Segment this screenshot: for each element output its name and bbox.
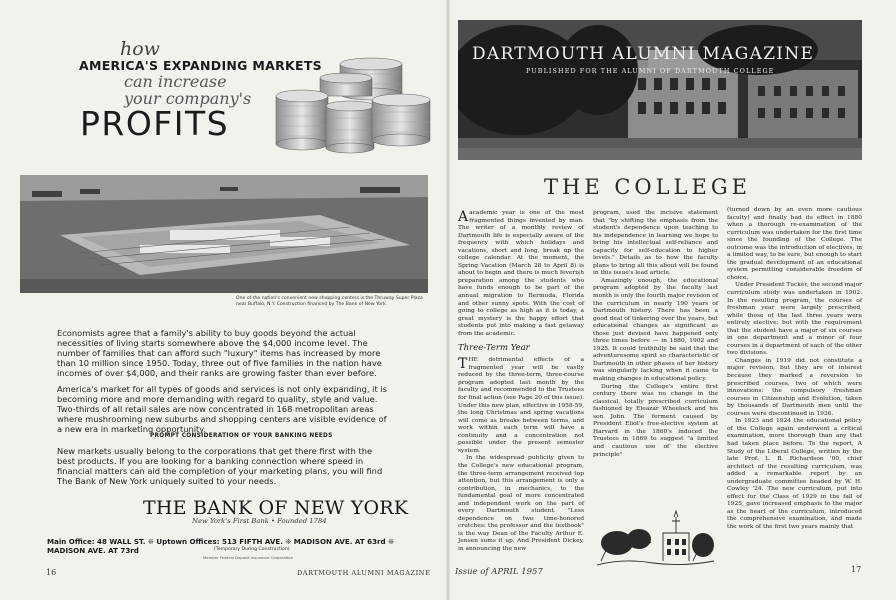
ad-paragraph-3: New markets usually belong to the corporations that get there first with the best products. If you are looking for a banking connection where speed in financial matters can aid the completion of your marketing plans, you will find The Bank of New York uniquely suited to your needs. <box>57 446 383 486</box>
page-gutter <box>446 0 450 600</box>
ad-profits-headline: PROFITS <box>80 104 230 143</box>
photo-caption: One of the nation's convenient new shopping centers is the Thruway Super Plaza near Buffalo, N.Y. Construction financed by The Bank of New York. <box>236 296 423 307</box>
article-paragraph: Changes in 1919 did not constitute a major revision, but they are of interest because they marked a reversion to prescribed courses, two of which were innovations: the compulsory freshman courses in Citizenship and Evolution, taken by thousands of Dartmouth men until the courses were discontinued in 1936. <box>727 357 862 417</box>
right-page-number: 17 <box>851 565 862 574</box>
footer-magazine-name: DARTMOUTH ALUMNI MAGAZINE <box>297 569 431 577</box>
bank-tagline: New York's First Bank • Founded 1784 <box>192 517 327 525</box>
ad-how-text: how <box>120 38 160 60</box>
ad-paragraph-2: America's market for all types of goods and services is not only expanding, it is becoming more and more demanding with regard to quality, style and value. Two-thirds of all retail sales are now concentrated in 168 metropolitan areas where mushrooming new suburbs and shopping centers are visible evidence of a new era in marketing opportunity. <box>57 384 387 434</box>
article-column-1 <box>458 210 584 554</box>
article-column-2 <box>593 210 718 459</box>
article-column-3 <box>727 207 862 532</box>
masthead-title: DARTMOUTH ALUMNI MAGAZINE <box>472 44 815 64</box>
drop-cap: A <box>458 209 469 225</box>
article-paragraph: (turned down by an even more cautious faculty) and finally had its effect in 1880 when a thorough re-examination of the curriculum was undertaken for the first time since the founding of the College. The outcome was the introduction of electives, in a limited way, to be sure, but enough to start the gradual development of an educational system permitting considerable freedom of choice. <box>727 207 862 281</box>
masthead-campus-photo <box>458 20 862 160</box>
article-paragraph: In 1923 and 1924 the educational policy of the College again underwent a critical examination, more thorough than any that had taken place before. To the report, A Study of the Liberal College, written by the late Prof. L. B. Richardson '00, chief architect of the resulting curriculum, was added a remarkable report by an undergraduate committee headed by W. H. Cowley '24. The new curriculum, put into effect for the Class of 1929 in the fall of 1925, gave increased emphasis to the major as the heart of the curriculum, introduced the comprehensive examination, and made the work of the first two years mainly that <box>727 418 862 530</box>
article-paragraph: program, used the incisive statement that "by shifting the emphasis from the student's dependence upon teaching to his independence in learning we hope to bring his intellectual self-reliance and capacity for self-education to higher levels." Details as to how the faculty plans to bring all this about will be found in this issue's lead article. <box>593 210 718 277</box>
article-paragraph: THE detrimental effects of a fragmented year will be vastly reduced by the three-term, three-course program adopted last month by the faculty and recommended to the Trustees for final action (see Page 20 of this issue). Under this new plan, effective in 1958-59, the long Christmas and spring vacations will come as breaks between terms, and work within each term will have a continuity and a concentration not possible under the present semester system. <box>458 356 584 454</box>
article-paragraph: Aacademic year is one of the most fragmented things invented by man. The writer of a monthly review of Dartmouth life is especially aware of the frequency with which holidays and vacations, short and long, break up the college calendar. At the moment, the Spring Vacation (March 28 to April 8) is about to begin and there is much feverish preparation among the students who have funds enough to be part of the annual migration to Bermuda, Florida and other sunny spots. With the cost of going to college as high as it is today, a great mystery is the happy effort that students put into making a fast getaway from the academic. <box>458 209 584 337</box>
ad-can-text: can increase <box>124 72 227 91</box>
shopping-center-aerial-photo <box>20 175 428 293</box>
article-paragraph: In the widespread publicity given to the College's new educational program, the three-term arrangement received top attention, but this arrangement is only a contribution, in mechanics, to the fundamental goal of more concentrated and independent work on the part of every Dartmouth student. "Less dependence on two time-honored crutches: the professor and the textbook" is the way Dean of the Faculty Arthur E. Jensen sums it up. And President Dickey, in announcing the new <box>458 455 584 552</box>
campus-woodcut-illustration <box>593 503 718 568</box>
bank-offices: Main Office: 48 WALL ST. ❊ Uptown Offices: 513 FIFTH AVE. ❊ MADISON AVE. AT 63rd ❊ MADISON AVE. AT 73rd <box>47 537 395 555</box>
bank-name: THE BANK OF NEW YORK <box>143 497 409 519</box>
ad-paragraph-1: Economists agree that a family's ability to buy goods beyond the actual necessities of living starts somewhere above the $4,000 income level. The number of families that can afford such "luxury" items has increased by more than 10 million since 1950. Today, three out of five families in the nation have incomes of over $4,000, and their ranks are growing faster than ever before. <box>57 328 382 378</box>
article-subhead: Three-Term Year <box>458 343 530 354</box>
article-paragraph: During the College's entire first century there was no change in the classical, totally prescribed curriculum fashioned by Eleazar Wheelock and his son John. The ferment caused by President Eliot's free-elective system at Harvard in the 1860's induced the Trustees in 1869 to suggest "a limited and cautious use of the elective principle" <box>593 383 718 458</box>
masthead-subtitle: PUBLISHED FOR THE ALUMNI OF DARTMOUTH COLLEGE <box>526 67 775 75</box>
left-page-number: 16 <box>46 568 57 577</box>
footer-issue-date: Issue of APRIL 1957 <box>455 567 543 577</box>
coin-stacks-illustration <box>268 56 438 156</box>
article-paragraph: Under President Tucker, the second major curriculum study was undertaken in 1902. In the resulting program, the courses of freshman year were largely prescribed, while those of the last three years were entirely elective; but with the requirement that the student have a major of six courses in one department and a minor of four courses in a department of each of the other two divisions. <box>727 282 862 357</box>
ad-subheading: PROMPT CONSIDERATION OF YOUR BANKING NEEDS <box>150 433 333 439</box>
section-title: THE COLLEGE <box>544 175 751 199</box>
ad-markets-headline: AMERICA'S EXPANDING MARKETS <box>79 58 322 73</box>
ad-your-text: your company's <box>124 89 252 108</box>
bank-offices-note: (Temporary During Construction) <box>214 547 290 552</box>
drop-cap: T <box>458 356 468 373</box>
article-paragraph: Amazingly enough, the educational program adopted by the faculty last month is only the fourth major revision of the curriculum in nearly 190 years of Dartmouth history. There has been a good deal of tinkering over the years, but educational changes as significant as those just devised have happened only three times before — in 1880, 1902 and 1925. It could truthfully be said that the adventuresome spirit so characteristic of Dartmouth in other phases of her history was singularly lacking when it came to making changes in educational policy. <box>593 277 718 383</box>
fdic-member-note: Member Federal Deposit Insurance Corporation <box>203 555 294 560</box>
